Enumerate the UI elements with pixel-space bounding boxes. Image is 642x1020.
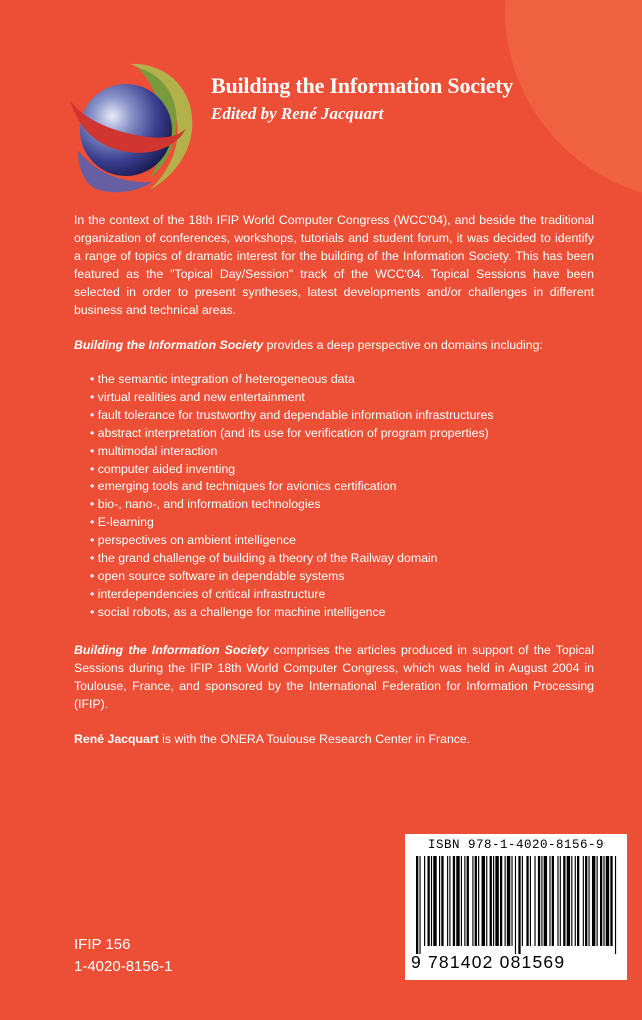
barcode-bar xyxy=(511,856,512,946)
comprises-book-title: Building the Information Society xyxy=(74,643,269,657)
list-item: • the semantic integration of heterogeneous data xyxy=(90,371,494,389)
barcode-bar xyxy=(478,856,479,946)
barcode-bar xyxy=(534,856,535,946)
perspective-book-title: Building the Information Society xyxy=(74,338,264,352)
barcode-bar xyxy=(428,856,430,946)
barcode-bar xyxy=(456,856,459,946)
barcode-bar xyxy=(486,856,487,946)
list-item: • perspectives on ambient intelligence xyxy=(90,532,494,550)
barcode-bar xyxy=(495,856,498,946)
perspective-paragraph xyxy=(74,336,594,354)
isbn-label: ISBN 978-1-4020-8156-9 xyxy=(427,838,605,852)
barcode-bar xyxy=(571,856,572,946)
barcode-bar xyxy=(518,856,520,954)
comprises-paragraph xyxy=(74,641,594,713)
editor-paragraph xyxy=(74,730,594,748)
list-item: • E-learning xyxy=(90,514,494,532)
barcode-bar xyxy=(606,856,609,946)
barcode-bar xyxy=(482,856,485,946)
barcode-bar xyxy=(600,856,602,946)
corner-accent-circle xyxy=(505,0,642,200)
barcode-bar xyxy=(557,856,558,946)
list-item: • computer aided inventing xyxy=(90,461,494,479)
editor-name: René Jacquart xyxy=(74,732,159,746)
barcode-panel xyxy=(405,834,627,980)
book-title: Building the Information Society xyxy=(211,73,514,98)
barcode-bar xyxy=(439,856,440,946)
list-item: • the grand challenge of building a theory of the Railway domain xyxy=(90,550,494,568)
barcode-bar xyxy=(549,856,550,946)
barcode-bars xyxy=(415,856,618,954)
barcode-bar xyxy=(560,856,561,946)
barcode-bar xyxy=(544,856,547,946)
isbn-10: 1-4020-8156-1 xyxy=(74,958,173,975)
barcode-bar xyxy=(500,856,502,946)
barcode-bar xyxy=(615,856,616,954)
barcode-bar xyxy=(538,856,540,946)
barcode-bar xyxy=(447,856,448,946)
barcode-bar xyxy=(467,856,469,946)
barcode-bar xyxy=(419,856,420,954)
barcode-bar xyxy=(563,856,565,946)
barcode-bar xyxy=(526,856,528,946)
barcode-bar xyxy=(610,856,612,946)
barcode-bar xyxy=(416,856,418,954)
barcode-bar xyxy=(464,856,465,946)
barcode-bar xyxy=(585,856,587,946)
barcode-bar xyxy=(449,856,450,946)
barcode-bar xyxy=(589,856,590,946)
barcode-bar xyxy=(475,856,477,946)
list-item: • social robots, as a challenge for machine intelligence xyxy=(90,604,494,622)
barcode-bar xyxy=(592,856,595,946)
barcode-bar xyxy=(577,856,579,946)
barcode-bar xyxy=(575,856,576,946)
barcode-bar xyxy=(552,856,554,946)
globe-swoosh-icon xyxy=(68,60,200,200)
barcode-bar xyxy=(603,856,604,946)
list-item: • emerging tools and techniques for avionics certification xyxy=(90,478,494,496)
list-item: • virtual realities and new entertainment xyxy=(90,389,494,407)
topics-list xyxy=(90,371,494,622)
barcode-bar xyxy=(453,856,455,946)
barcode-bar xyxy=(424,856,425,946)
barcode-bar xyxy=(461,856,462,946)
list-item: • interdependencies of critical infrastructure xyxy=(90,586,494,604)
comprises-text: comprises the articles produced in support of the Topical Sessions during the IFIP 18th World Computer Congress, which was held in August 2004 in Toulouse, France, and sponsored by the International Federation for Information Processing (IFIP). xyxy=(74,643,594,711)
barcode-bar xyxy=(597,856,598,946)
barcode-bar xyxy=(441,856,443,946)
barcode-bar xyxy=(493,856,494,946)
list-item: • abstract interpretation (and its use for verification of program properties) xyxy=(90,425,494,443)
barcode-bar xyxy=(541,856,542,946)
barcode-bar xyxy=(583,856,584,946)
ean-digits: 9 781402 081569 xyxy=(411,952,566,972)
barcode-bar xyxy=(490,856,492,946)
barcode-bar xyxy=(530,856,531,946)
barcode-bar xyxy=(567,856,570,946)
editor-byline: Edited by René Jacquart xyxy=(211,104,384,123)
intro-paragraph: In the context of the 18th IFIP World Computer Congress (WCC'04), and beside the traditional organization of conferences, workshops, tutorials and student forum, it was decided to identify a range of topics of dramatic interest for the building of the Information Society. This has been featured as the "Topical Day/Session" track of the WCC'04. Topical Sessions have been selected in order to present syntheses, latest developments and/or challenges in different business and technical areas. xyxy=(74,213,594,317)
list-item: • bio-, nano-, and information technologies xyxy=(90,496,494,514)
perspective-text: provides a deep perspective on domains including: xyxy=(263,338,543,352)
barcode-bar xyxy=(433,856,436,946)
barcode-bar xyxy=(522,856,523,946)
list-item: • multimodal interaction xyxy=(90,443,494,461)
editor-text: is with the ONERA Toulouse Research Center in France. xyxy=(158,732,471,746)
barcode-bar xyxy=(515,856,516,954)
barcode-bar xyxy=(505,856,506,946)
barcode-bar xyxy=(507,856,510,946)
list-item: • open source software in dependable systems xyxy=(90,568,494,586)
barcode-bar xyxy=(431,856,432,946)
series-number: IFIP 156 xyxy=(74,936,131,953)
list-item: • fault tolerance for trustworthy and dependable information infrastructures xyxy=(90,407,494,425)
barcode-bar xyxy=(472,856,473,946)
